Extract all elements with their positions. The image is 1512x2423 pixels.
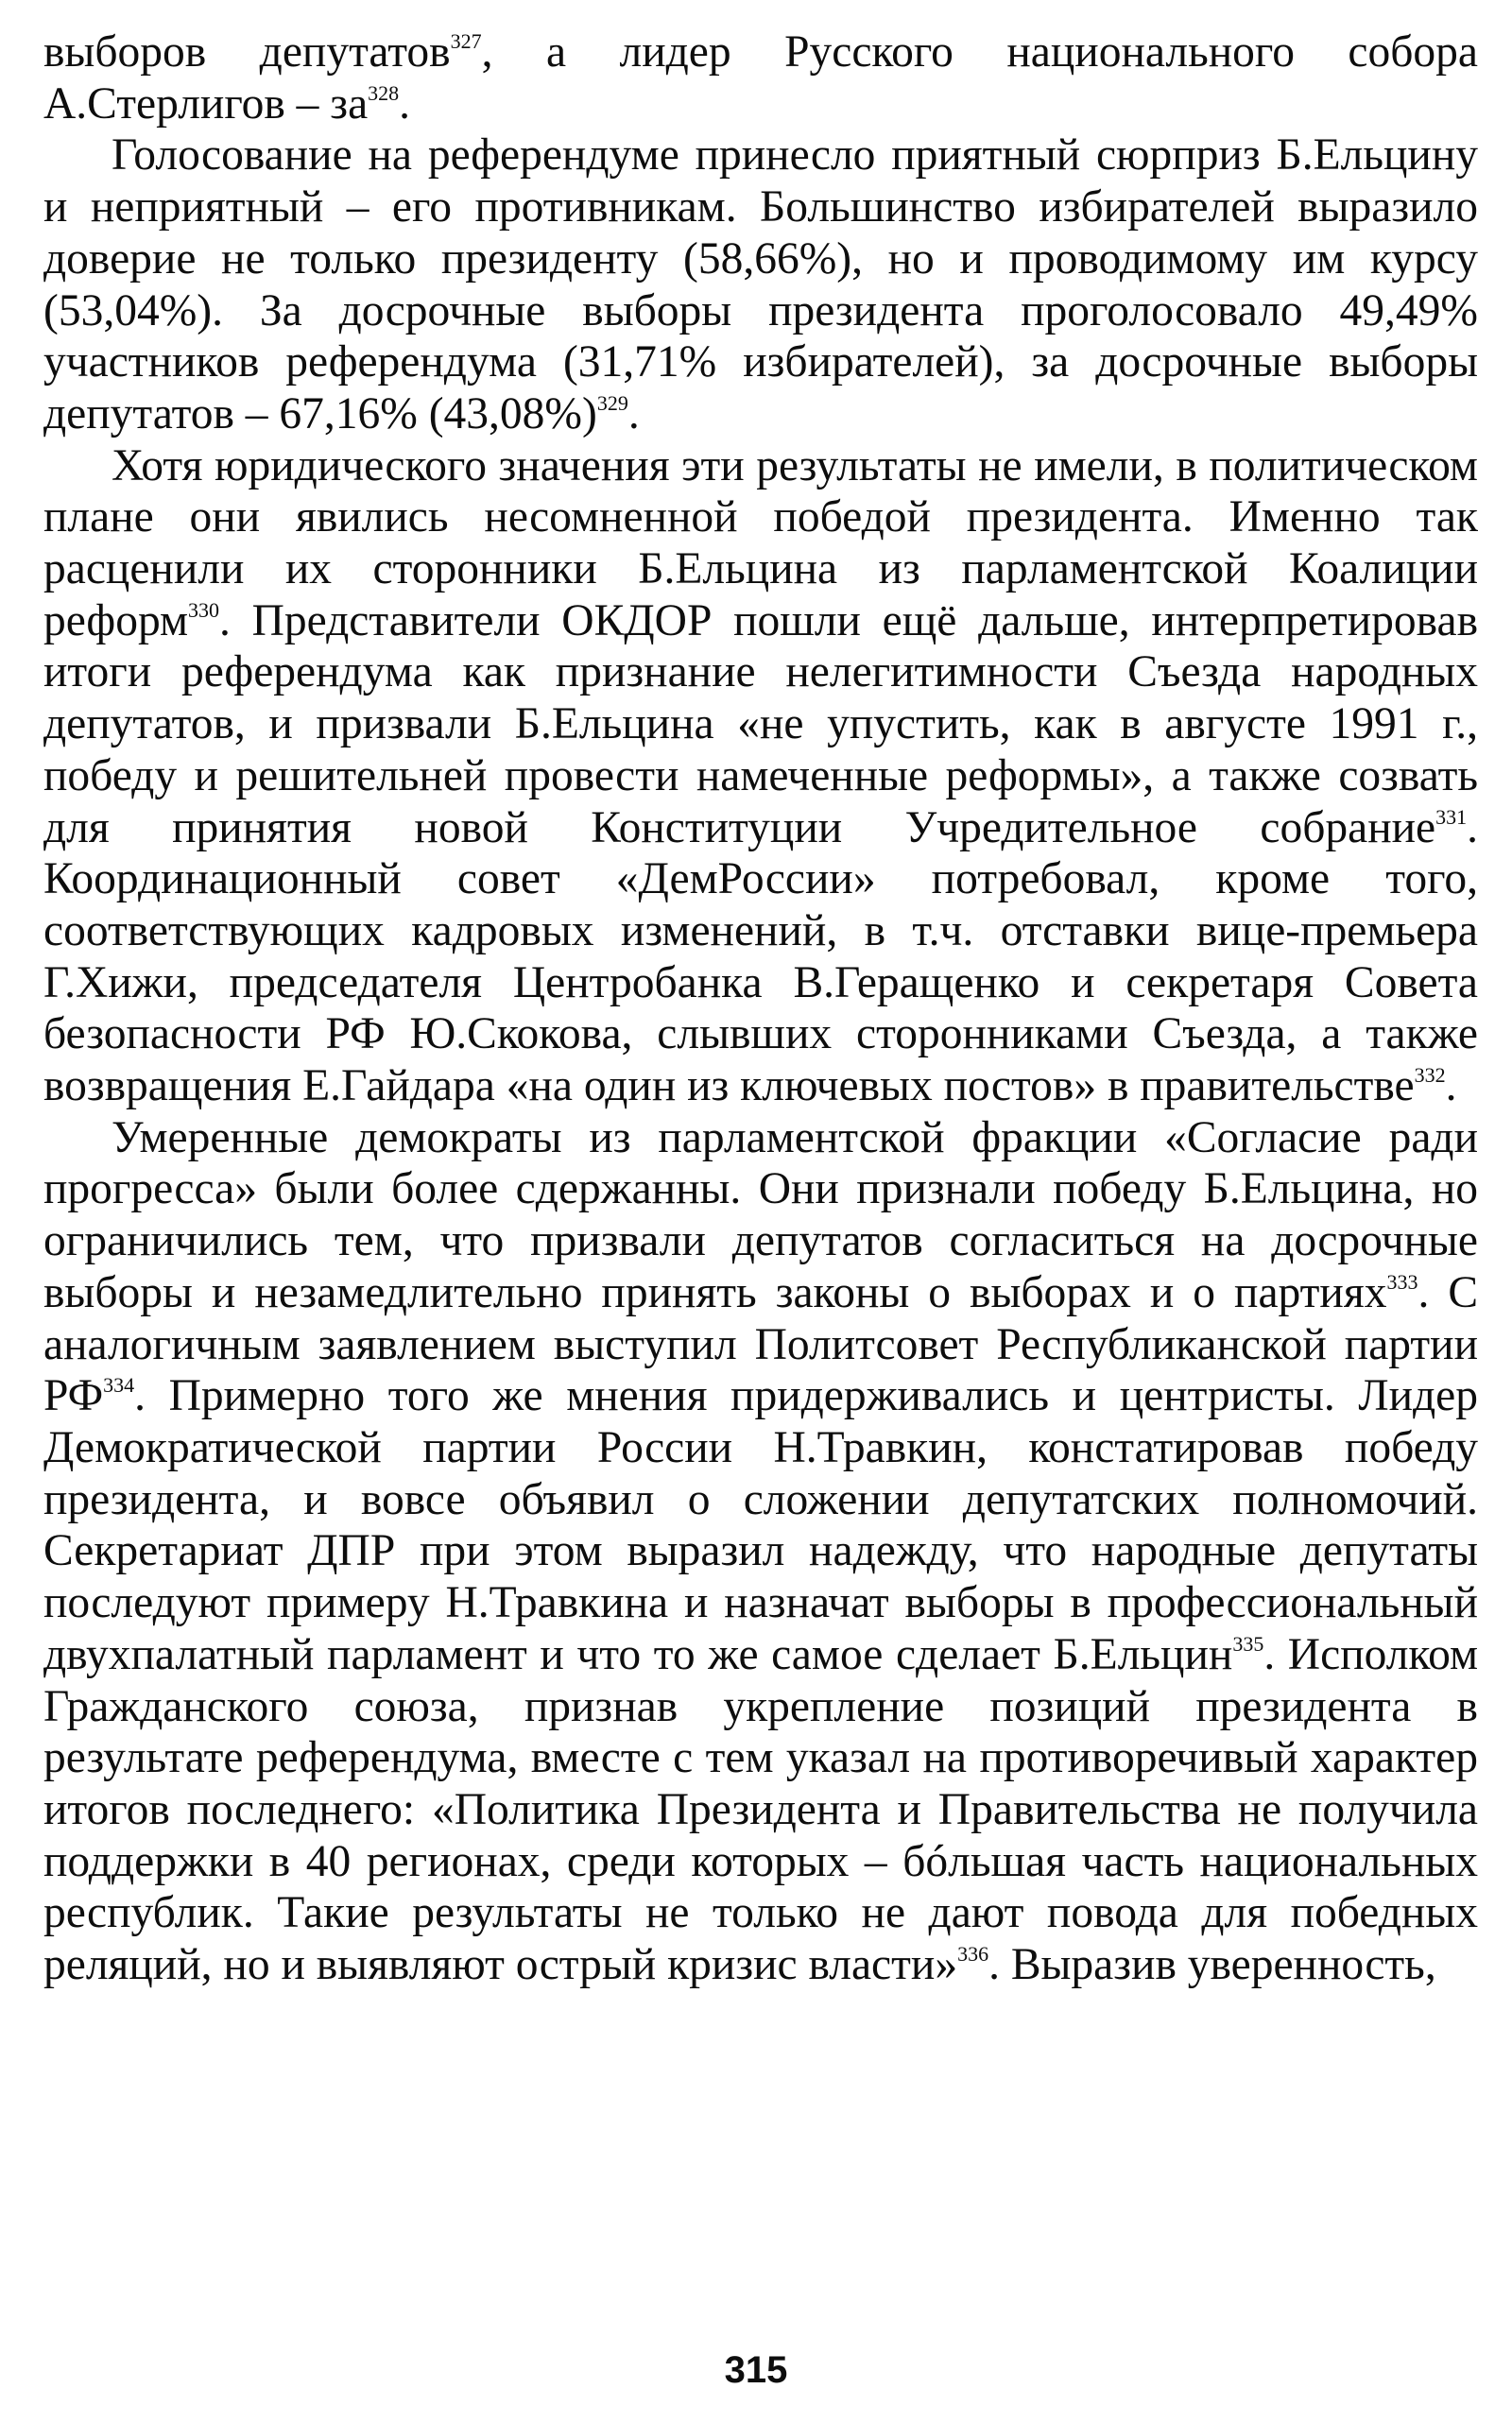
footnote-reference: 331: [1435, 804, 1468, 829]
paragraph-text: .: [1445, 1061, 1457, 1111]
paragraph: [43, 1112, 1478, 1991]
paragraph-text: .: [399, 78, 411, 129]
footnote-reference: 333: [1386, 1270, 1418, 1295]
paragraph-text: . Координационный совет «ДемРоссии» потребовал, кроме того, соответствующих кадровых изменений, в т.ч. отставки вице-премьера Г.Хижи, председателя Центробанка В.Геращенко и секретаря Совета безопасности РФ Ю.Скокова, слывших сторонниками Съезда, а также возвращения Е.Гайдара «на один из ключевых постов» в правительстве: [43, 802, 1478, 1111]
paragraph-text: . Исполком Гражданского союза, признав укрепление позиций президента в результате референдума, вместе с тем указал на противоречивый характер итогов последнего: «Политика Президента и Правительства не получила поддержки в 40 регионах, среди которых – бóльшая часть национальных республик. Такие результаты не только не дают повода для победных реляций, но и выявляют острый кризис власти»: [43, 1629, 1479, 1990]
footnote-reference: 336: [957, 1942, 989, 1967]
footnote-reference: 329: [596, 391, 628, 416]
paragraph: [43, 129, 1478, 439]
paragraph: [43, 26, 1478, 129]
footnote-reference: 330: [188, 597, 220, 622]
footnote-reference: 332: [1414, 1063, 1446, 1088]
page-number: 315: [724, 2349, 788, 2391]
paragraph-text: , а лидер Русского национального собора А.Стерлигов – за: [43, 27, 1479, 129]
footnote-reference: 328: [368, 80, 400, 105]
footnote-reference: 327: [450, 29, 482, 54]
paragraph-text: Умеренные демократы из парламентской фракции «Согласие ради прогресса» были более сдержанны. Они признали победу Б.Ельцина, но ограничились тем, что призвали депутатов согласиться на досрочные выборы и незамедлительно принять законы о выборах и о партиях: [43, 1112, 1478, 1317]
paragraph-text: выборов депутатов: [43, 27, 451, 77]
paragraph-text: .: [627, 388, 640, 438]
paragraph-text: . Выразив уверенность,: [988, 1940, 1436, 1990]
paragraph: [43, 440, 1478, 1112]
paragraph-text: . Представители ОКДОР пошли ещё дальше, интерпретировав итоги референдума как признание нелегитимности Съезда народных депутатов, и призвали Б.Ельцина «не упустить, как в августе 1991 г., победу и решительней провести намеченные реформы», а также созвать для принятия новой Конституции Учредительное собрание: [43, 595, 1478, 852]
footnote-reference: 334: [103, 1373, 135, 1398]
document-body: [43, 26, 1478, 1991]
paragraph-text: . С аналогичным заявлением выступил Политсовет Республиканской партии РФ: [43, 1267, 1479, 1421]
paragraph-text: . Примерно того же мнения придерживались и центристы. Лидер Демократической партии России Н.Травкин, констатировав победу президента, и вовсе объявил о сложении депутатских полномочий. Секретариат ДПР при этом выразил надежду, что народные депутаты последуют примеру Н.Травкина и назначат выборы в профессиональный двухпалатный парламент и что то же самое сделает Б.Ельцин: [43, 1371, 1478, 1679]
paragraph-text: Голосование на референдуме принесло приятный сюрприз Б.Ельцину и неприятный – его противникам. Большинство избирателей выразило доверие не только президенту (58,66%), но и проводимому им курсу (53,04%). За досрочные выборы президента проголосовало 49,49% участников референдума (31,71% избирателей), за досрочные выборы депутатов – 67,16% (43,08%): [43, 130, 1478, 438]
footnote-reference: 335: [1232, 1631, 1264, 1656]
paragraph-text: Хотя юридического значения эти результаты не имели, в политическом плане они явились несомненной победой президента. Именно так расценили их сторонники Б.Ельцина из парламентской Коалиции реформ: [43, 440, 1478, 645]
